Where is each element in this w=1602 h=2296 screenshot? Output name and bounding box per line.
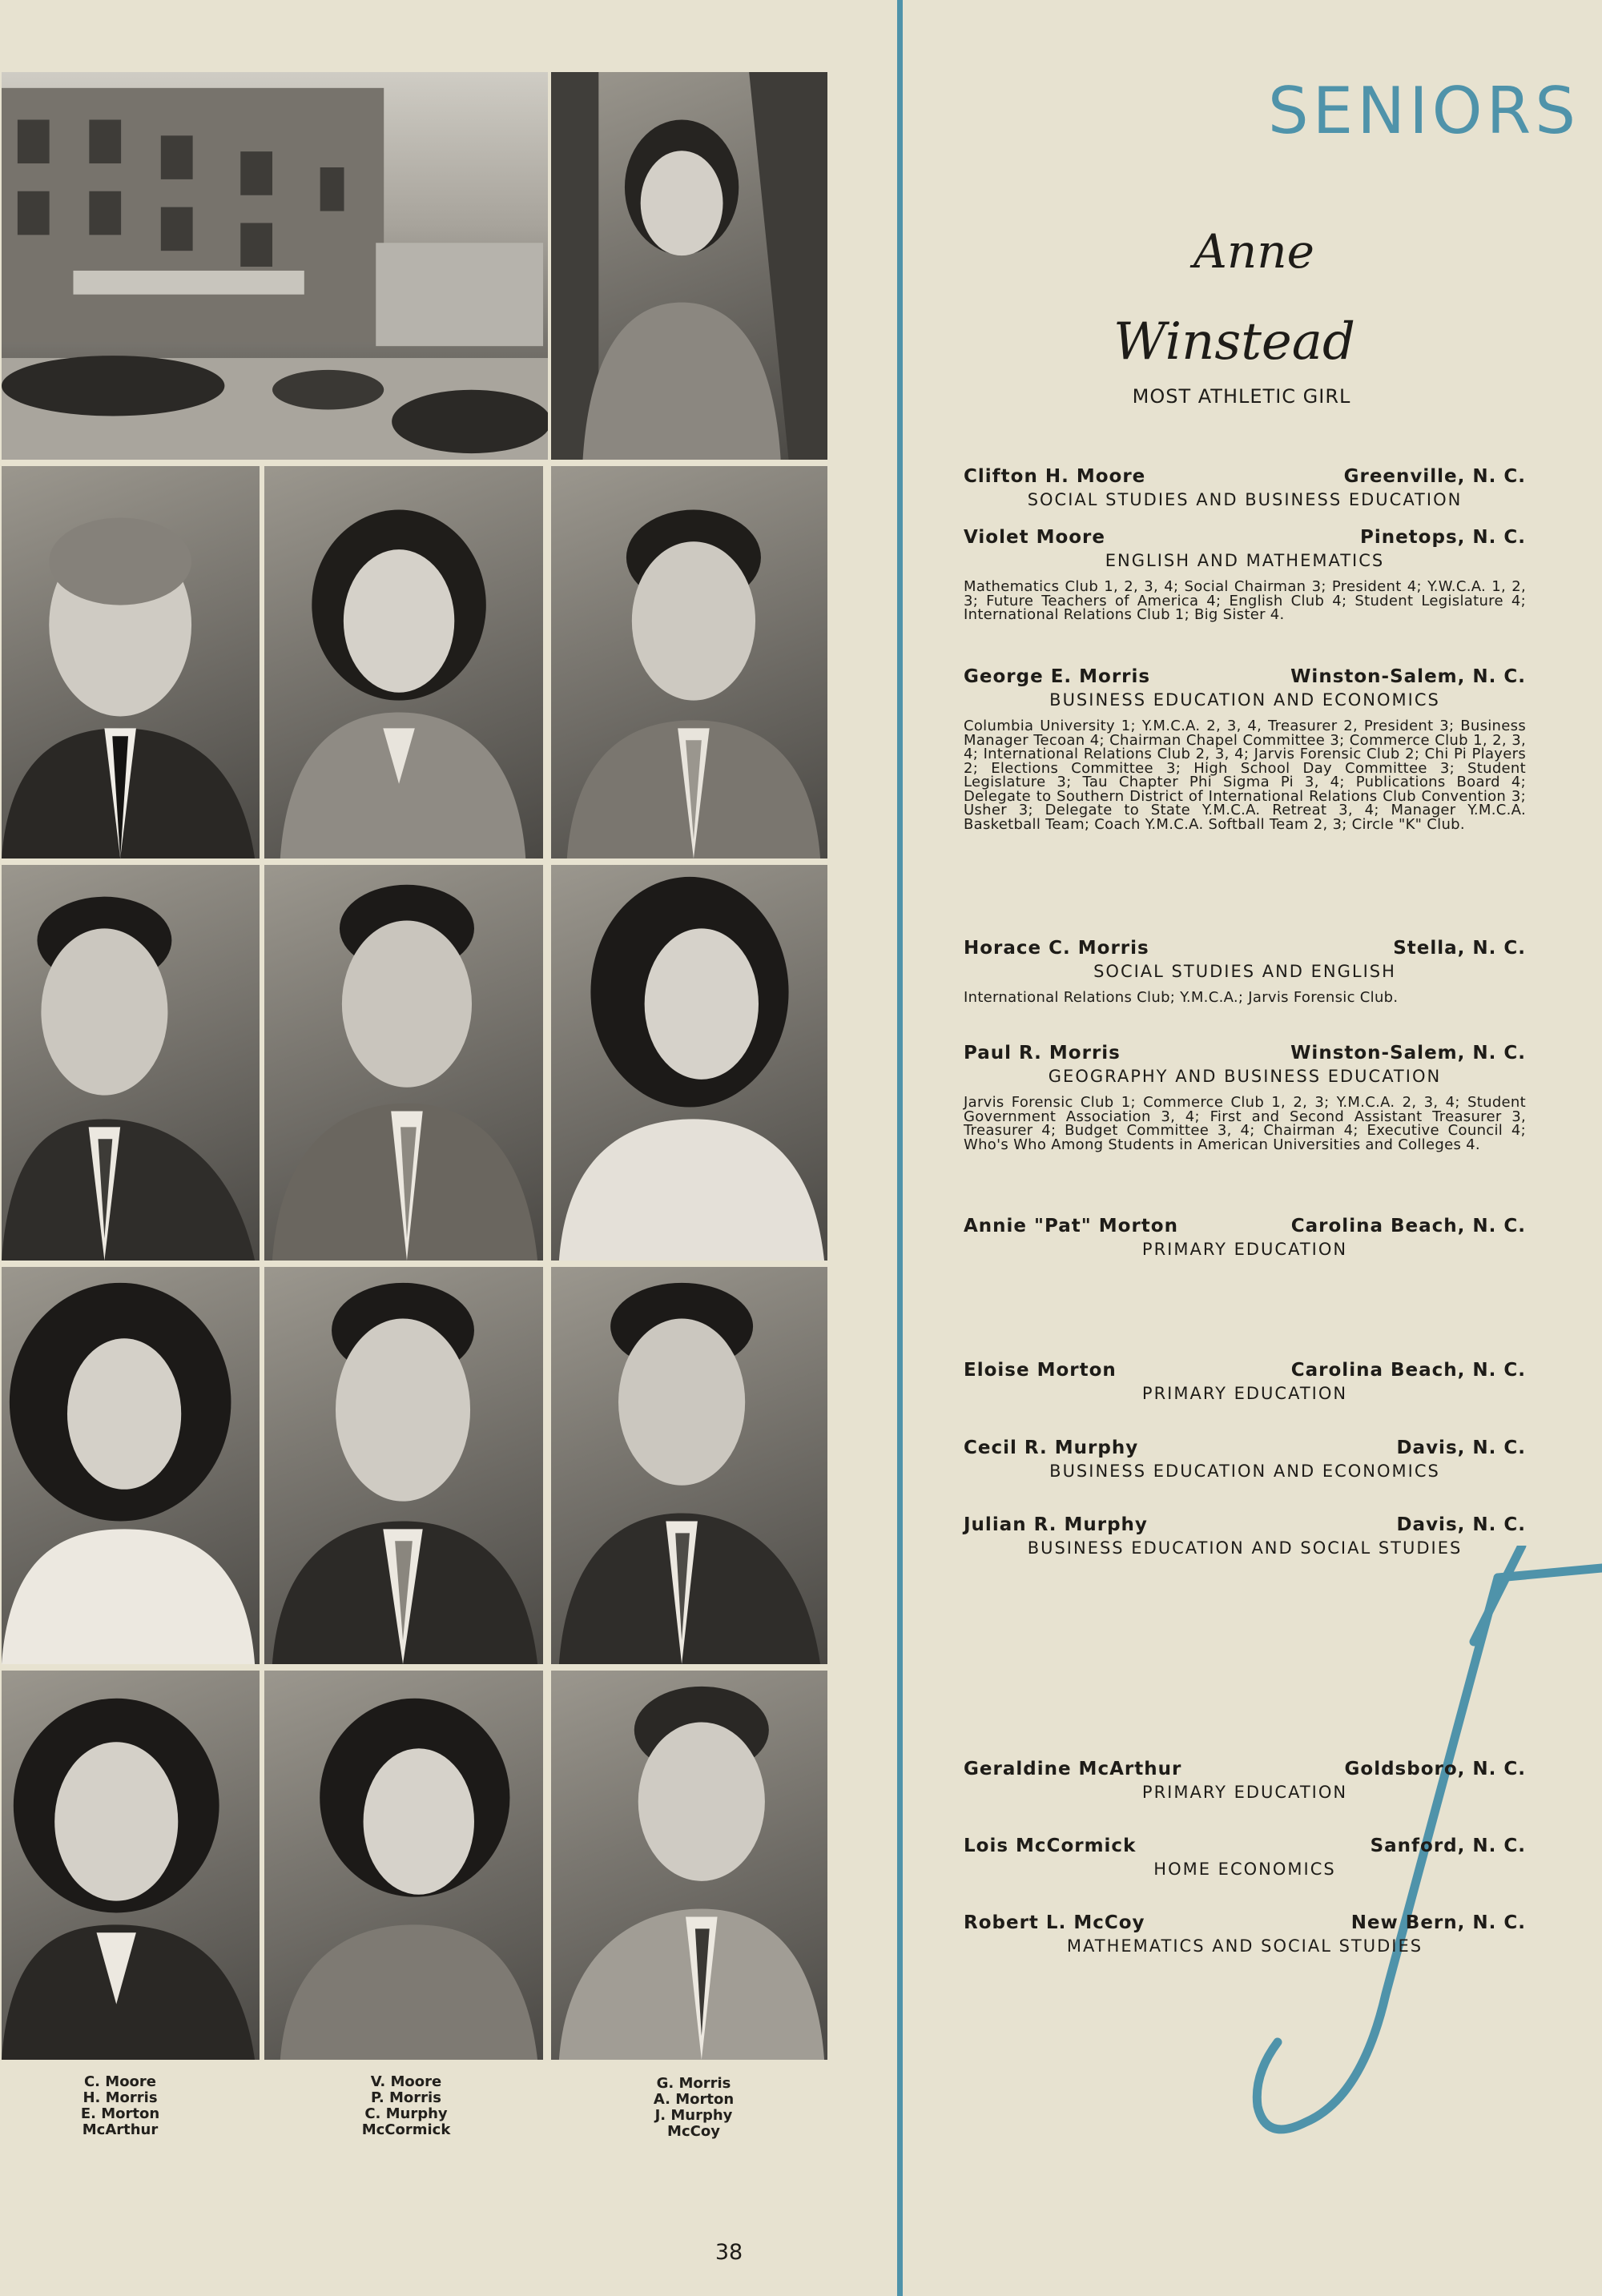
- senior-name: Julian R. Murphy: [964, 1514, 1148, 1535]
- senior-hometown: Stella, N. C.: [1393, 938, 1526, 959]
- caption-name: C. Murphy: [364, 2105, 448, 2122]
- portrait-a-morton: [549, 863, 829, 1262]
- senior-major: BUSINESS EDUCATION AND ECONOMICS: [1049, 690, 1440, 710]
- page-divider-rule: [897, 0, 903, 2296]
- portrait-mccoy: [549, 1669, 829, 2061]
- senior-entry: [964, 1759, 1526, 1802]
- featured-last-name: Winstead: [1113, 312, 1355, 372]
- senior-major: SOCIAL STUDIES AND BUSINESS EDUCATION: [1027, 490, 1463, 509]
- senior-hometown: New Bern, N. C.: [1350, 1912, 1526, 1933]
- senior-name: Paul R. Morris: [964, 1043, 1121, 1064]
- senior-entry: [964, 466, 1526, 509]
- senior-major: PRIMARY EDUCATION: [1141, 1783, 1348, 1802]
- page-number: 38: [714, 2240, 743, 2265]
- senior-hometown: Winston-Salem, N. C.: [1290, 666, 1526, 687]
- senior-major: PRIMARY EDUCATION: [1141, 1384, 1348, 1403]
- senior-hometown: Davis, N. C.: [1396, 1514, 1526, 1535]
- senior-major: SOCIAL STUDIES AND ENGLISH: [1093, 962, 1396, 981]
- senior-entry: [964, 666, 1526, 831]
- senior-entry: [964, 1438, 1526, 1481]
- portrait-c-moore: [0, 464, 261, 860]
- featured-award: MOST ATHLETIC GIRL: [1132, 385, 1351, 408]
- decorative-numeral-5: [1202, 1546, 1602, 2234]
- senior-hometown: Winston-Salem, N. C.: [1290, 1043, 1526, 1064]
- portrait-g-morris: [549, 464, 829, 860]
- senior-entry: [964, 1216, 1526, 1259]
- senior-hometown: Davis, N. C.: [1396, 1438, 1526, 1458]
- senior-name: Robert L. McCoy: [964, 1912, 1145, 1933]
- senior-major: MATHEMATICS AND SOCIAL STUDIES: [1066, 1936, 1423, 1956]
- senior-hometown: Carolina Beach, N. C.: [1290, 1216, 1526, 1236]
- senior-activities: Mathematics Club 1, 2, 3, 4; Social Chairman 3; President 4; Y.W.C.A. 1, 2, 3; Future Teachers of America 4; English Club 4; Student Legislature 4; International Relations Club 1; Big Sister 4.: [964, 578, 1526, 623]
- senior-name: Violet Moore: [964, 527, 1105, 548]
- caption-column-1: [40, 2074, 200, 2138]
- portrait-e-morton: [0, 1265, 261, 1666]
- senior-name: Horace C. Morris: [964, 938, 1149, 959]
- portrait-c-murphy: [263, 1265, 545, 1666]
- senior-name: Eloise Morton: [964, 1360, 1117, 1381]
- caption-name: C. Moore: [83, 2073, 157, 2090]
- senior-activities: Jarvis Forensic Club 1; Commerce Club 1, 2, 3; Y.M.C.A. 2, 3, 4; Student Government Association 3, 4; First and Second Assistant Treasurer 3, Treasurer 4; Budget Committee 3, 4; Chairman 4; Executive Council 4; Who's Who Among Students in American Universities and Colleges 4.: [964, 1094, 1526, 1153]
- caption-name: J. Murphy: [654, 2107, 733, 2124]
- senior-name: Clifton H. Moore: [964, 466, 1146, 487]
- senior-hometown: Goldsboro, N. C.: [1344, 1759, 1526, 1779]
- caption-name: G. Morris: [656, 2075, 731, 2092]
- senior-major: BUSINESS EDUCATION AND ECONOMICS: [1049, 1462, 1440, 1481]
- senior-major: GEOGRAPHY AND BUSINESS EDUCATION: [1048, 1067, 1442, 1086]
- senior-entry: [964, 1360, 1526, 1403]
- senior-major: ENGLISH AND MATHEMATICS: [1105, 551, 1385, 570]
- senior-entry: [964, 938, 1526, 1005]
- campus-building-photo: [0, 70, 549, 461]
- senior-entry: [964, 1836, 1526, 1879]
- caption-name: V. Moore: [370, 2073, 442, 2090]
- page-title: SENIORS: [1267, 74, 1580, 148]
- senior-hometown: Greenville, N. C.: [1343, 466, 1526, 487]
- featured-portrait-photo: [549, 70, 829, 461]
- caption-column-3: [614, 2076, 774, 2140]
- senior-name: Lois McCormick: [964, 1836, 1137, 1856]
- senior-name: Cecil R. Murphy: [964, 1438, 1139, 1458]
- portrait-h-morris: [0, 863, 261, 1262]
- senior-major: BUSINESS EDUCATION AND SOCIAL STUDIES: [1027, 1538, 1463, 1558]
- caption-name: McArthur: [82, 2121, 159, 2138]
- portrait-mccormick: [263, 1669, 545, 2061]
- senior-major: HOME ECONOMICS: [1153, 1860, 1336, 1879]
- senior-hometown: Pinetops, N. C.: [1359, 527, 1526, 548]
- caption-name: McCoy: [667, 2123, 720, 2140]
- senior-activities: International Relations Club; Y.M.C.A.; Jarvis Forensic Club.: [964, 989, 1399, 1006]
- portrait-mcarthur: [0, 1669, 261, 2061]
- caption-name: H. Morris: [83, 2089, 158, 2106]
- caption-column-2: [326, 2074, 486, 2138]
- senior-name: Annie "Pat" Morton: [964, 1216, 1178, 1236]
- senior-entry: [964, 1043, 1526, 1152]
- senior-name: Geraldine McArthur: [964, 1759, 1182, 1779]
- caption-name: A. Morton: [653, 2091, 735, 2108]
- featured-first-name: Anne: [1193, 224, 1314, 279]
- senior-entry: [964, 527, 1526, 622]
- caption-name: McCormick: [361, 2121, 451, 2138]
- senior-activities: Columbia University 1; Y.M.C.A. 2, 3, 4, Treasurer 2, President 3; Business Manager Tecoan 4; Chairman Chapel Committee 3; Commerce Club 1, 2, 3, 4; International Relations Club 2, 3, 4; Jarvis Forensic Club 2; Chi Pi Players 2; Elections Committee 3; High School Day Committee 3; Student Legislature 3; Tau Chapter Phi Sigma Pi 3, 4; Publications Board 4; Delegate to Southern District of International Relations Club Convention 3; Usher 3; Delegate to State Y.M.C.A. Retreat 3, 4; Manager Y.M.C.A. Basketball Team; Coach Y.M.C.A. Softball Team 2, 3; Circle "K" Club.: [964, 718, 1526, 833]
- caption-name: P. Morris: [371, 2089, 441, 2106]
- senior-hometown: Sanford, N. C.: [1370, 1836, 1526, 1856]
- portrait-j-murphy: [549, 1265, 829, 1666]
- senior-entry: [964, 1912, 1526, 1956]
- senior-name: George E. Morris: [964, 666, 1151, 687]
- caption-name: E. Morton: [80, 2105, 160, 2122]
- senior-hometown: Carolina Beach, N. C.: [1290, 1360, 1526, 1381]
- portrait-p-morris: [263, 863, 545, 1262]
- portrait-v-moore: [263, 464, 545, 860]
- senior-major: PRIMARY EDUCATION: [1141, 1240, 1348, 1259]
